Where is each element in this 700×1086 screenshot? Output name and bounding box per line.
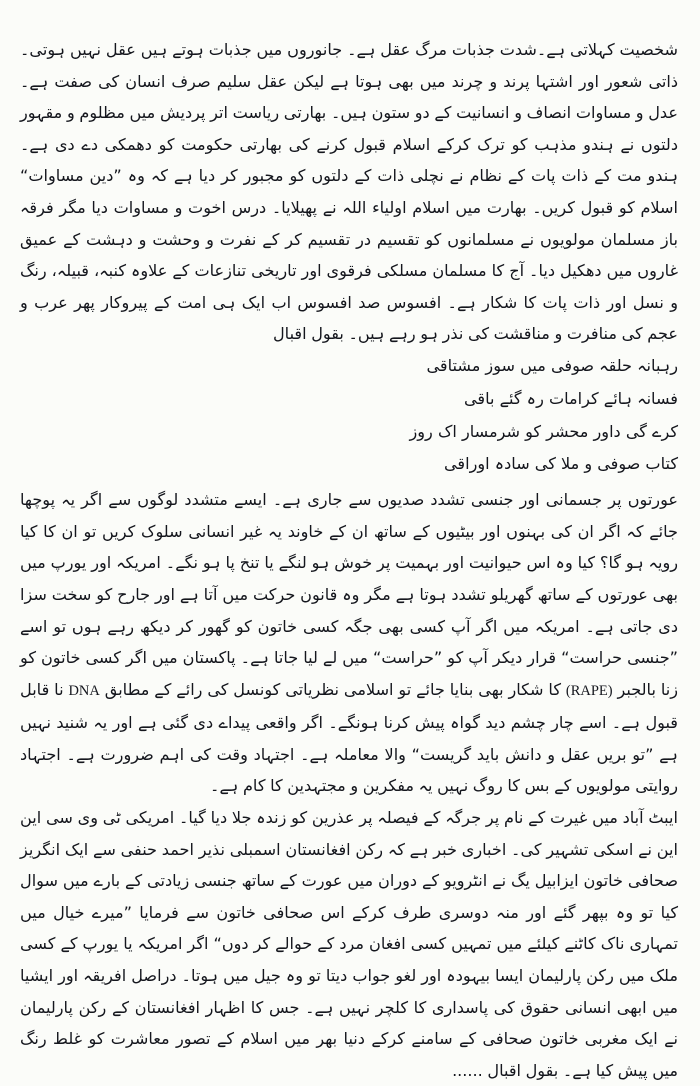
paragraph-two xyxy=(20,484,678,802)
verse-line-3: کرے گی داور محشر کو شرمسار اک روز xyxy=(409,421,678,441)
poetry-block xyxy=(20,350,678,481)
rape-abbreviation: (RAPE) xyxy=(565,682,613,699)
verse-line-4: کتاب صوفی و ملا کی سادہ اوراقی xyxy=(443,454,678,474)
verse-line-1: رہبانہ حلقہ صوفی میں سوز مشتاقی xyxy=(426,355,678,375)
paragraph-three: ایبٹ آباد میں غیرت کے نام پر جرگہ کے فیصلہ پر عذرین کو زندہ جلا دیا گیا۔ امریکی ٹی وی سی این این نے اسکی تشہیر کی۔ اخباری خبر ہے کہ رکن افغانستان اسمبلی نذیر احمد حنفی سے ایک انگریز صحافی خاتون ایزابیل یگ نے انٹرویو کے دوران میں عورت کے ساتھ جنسی زیادتی کے بارے میں سوال کیا تو وہ بپھر گئے اور منہ دوسری طرف کرکے اس صحافی خاتون سے فرمایا ”میرے خیال میں تمہاری ناک کاٹنے کیلئے میں تمہیں کسی افغان مرد کے حوالے کر دوں“ اگر امریکہ یا یورپ کے کسی ملک میں رکن پارلیمان ایسا بیہودہ اور لغو جواب دیتا تو وہ جیل میں ہوتا۔ دراصل افریقہ اور ایشیا میں ابھی انسانی حقوق کی پاسداری کا کلچر نہیں ہے۔ جس کا اظہار افغانستان کے رکن پارلیمان نے ایک مغربی خاتون صحافی کے سامنے کرکے دنیا بھر میں اسلام کے تصور معاشرت کو غلط رنگ میں پیش کیا ہے۔ بقول اقبال ...... xyxy=(20,808,678,1080)
paragraph-two-segment-b: کا شکار بھی بنایا جائے تو اسلامی نظریاتی کونسل کی رائے کے مطابق xyxy=(99,679,566,699)
paragraph-two-segment-a: عورتوں پر جسمانی اور جنسی تشدد صدیوں سے جاری ہے۔ ایسے متشدد لوگوں سے اگر یہ پوچھا جائے کہ اگر ان کی بہنوں اور بیٹیوں کے ساتھ ان کے خاوند یہ غیر انسانی سلوک کریں تو ان کا کیا رویہ ہو گا؟ کیا وہ اس حیوانیت اور بہمیت پر خوش ہو لنگے یا تنخ پا ہو نگے۔ امریکہ اور یورپ میں بھی عورتوں کے ساتھ گھریلو تشدد ہوتا ہے مگر وہ قانون حرکت میں آتا ہے اور جارح کو سخت سزا دی جاتی ہے۔ امریکہ میں اگر آپ کسی بھی جگہ کسی خاتون کو گھور کر دیکھ رہے ہوں تو اسے ”جنسی حراست“ قرار دیکر آپ کو ”حراست“ میں لے لیا جاتا ہے۔ پاکستان میں اگر کسی خاتون کو زنا بالجبر xyxy=(20,490,678,699)
paragraph-one: شخصیت کہلاتی ہے۔شدت جذبات مرگ عقل ہے۔ جانوروں میں جذبات ہوتے ہیں عقل نہیں ہوتی۔ ذاتی شعور اور اشتہا پرند و چرند میں بھی ہوتا ہے لیکن عقل سلیم صرف انسان کی صفت ہے۔ عدل و مساوات انصاف و انسانیت کے دو ستون ہیں۔ بھارتی ریاست اتر پردیش میں مظلوم و مقہور دلتوں نے ہندو مذہب کو ترک کرکے اسلام قبول کرنے کی بھارتی حکومت کو دھمکی دے دی ہے۔ ہندو مت کے ذات پات کے نظام نے نچلی ذات کے دلتوں کو مجبور کر دیا ہے کہ وہ ”دین مساوات“ اسلام کو قبول کریں۔ بھارت میں اسلام اولیاء اللہ نے پھیلایا۔ درس اخوت و مساوات دیا مگر فرقہ باز مسلمان مولویوں نے مسلمانوں کو تقسیم در تقسیم کر کے نفرت و وحشت و دہشت کے عمیق غاروں میں دھکیل دیا۔ آج کا مسلمان مسلکی فرقوی اور تاریخی تنازعات کے علاوہ کنبہ، قبیلہ، رنگ و نسل اور ذات پات کا شکار ہے۔ افسوس صد افسوس اب ایک ہی امت کے پیروکار پھر عرب و عجم کی منافرت و مناقشت کی نذر ہو رہے ہیں۔ بقول اقبال xyxy=(20,40,678,344)
paragraph-two-segment-c: نا قابل قبول ہے۔ اسے چار چشم دید گواہ پیش کرنا ہونگے۔ اگر واقعی پیداے دی گئی ہے اور یہ شنید نہیں ہے ”تو بریں عقل و دانش باید گریست“ والا معاملہ ہے۔ اجتہاد وقت کی اہم ضرورت ہے۔ اجتہاد روایتی مولویوں کے بس کا روگ نہیں یہ مفکرین و مجتہدین کا کام ہے۔ xyxy=(20,679,678,796)
verse-line-2: فسانہ ہائے کرامات رہ گئے باقی xyxy=(463,388,678,408)
document-body xyxy=(20,34,678,1086)
dna-abbreviation: DNA xyxy=(68,682,100,699)
